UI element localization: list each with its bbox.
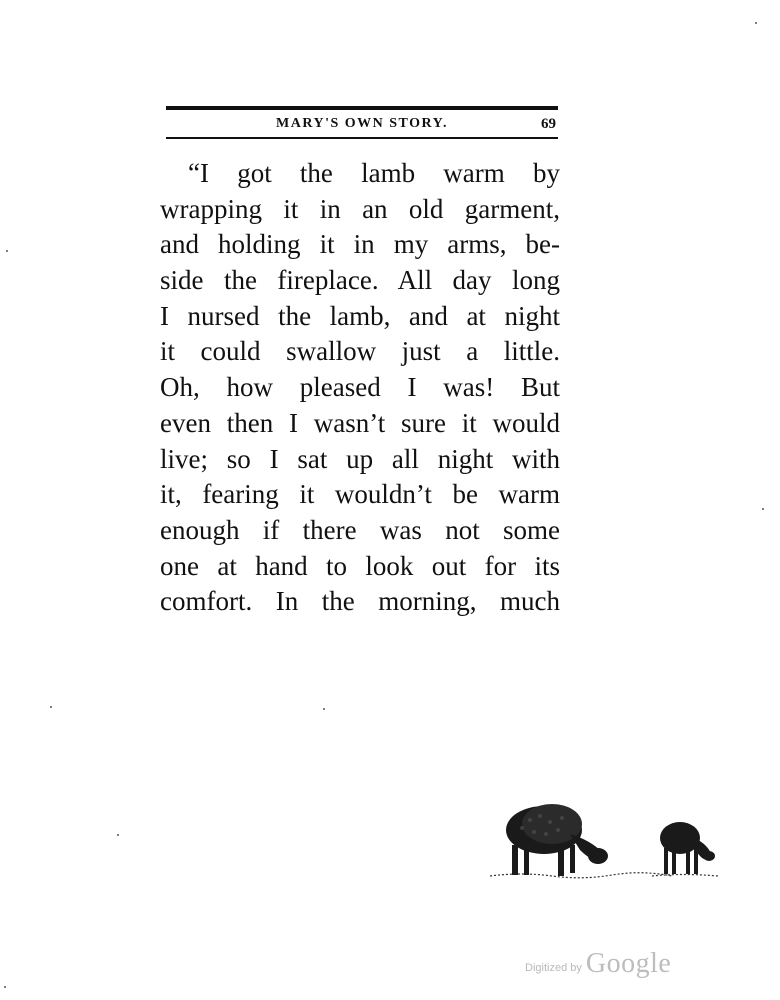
- text-line: “I got the lamb warm by: [188, 158, 560, 188]
- text-line: and holding it in my arms, be-: [160, 229, 560, 260]
- running-title: MARY'S OWN STORY.: [276, 116, 448, 131]
- scan-speck: [762, 508, 764, 510]
- scan-speck: [50, 706, 52, 708]
- text-line: it could swallow just a little.: [160, 336, 560, 367]
- scan-speck: [323, 708, 325, 710]
- digitization-watermark: [525, 944, 671, 980]
- text-line: live; so I sat up all night with: [160, 443, 560, 474]
- text-line: one at hand to look out for its: [160, 550, 560, 581]
- digitized-by-label: Digitized by: [525, 962, 582, 974]
- text-line: Oh, how pleased I was! But: [160, 372, 560, 403]
- running-head: [166, 112, 558, 136]
- scan-speck: [755, 22, 757, 24]
- scan-speck: [117, 834, 119, 836]
- text-line: wrapping it in an old garment,: [160, 193, 560, 224]
- text-line: even then I wasn’t sure it would: [160, 407, 560, 438]
- text-line: it, fearing it wouldn’t be warm: [160, 479, 560, 510]
- grazing-sheep-illustration-icon: [482, 790, 730, 886]
- text-line: comfort. In the morning, much: [160, 586, 560, 617]
- text-line: enough if there was not some: [160, 514, 560, 545]
- text-line: side the fireplace. All day long: [160, 265, 560, 296]
- body-paragraph: [160, 156, 560, 620]
- header-rule-top: [166, 106, 558, 110]
- page-number: 69: [541, 116, 556, 132]
- header-rule-bottom: [166, 137, 558, 139]
- scan-speck: [6, 250, 8, 252]
- google-logo: Google: [585, 948, 672, 979]
- scan-speck: [4, 986, 6, 988]
- text-line: I nursed the lamb, and at night: [160, 300, 560, 331]
